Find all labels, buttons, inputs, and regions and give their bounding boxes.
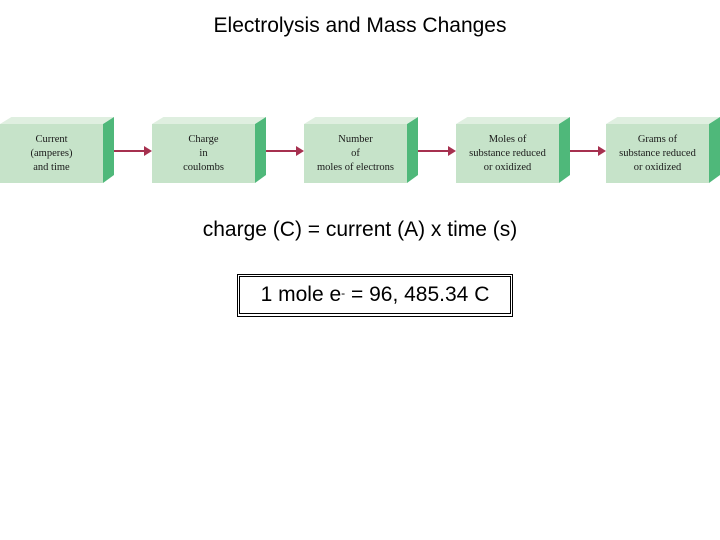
flow-box-current-time: [0, 117, 114, 183]
electron-charge-superscript: -: [341, 286, 346, 300]
flow-box-line: Number: [338, 133, 373, 145]
flow-box-line: or oxidized: [483, 161, 532, 173]
flow-arrow: [418, 150, 454, 152]
flow-arrow: [266, 150, 302, 152]
flow-box-line: substance reduced: [469, 147, 546, 159]
flow-box-line: or oxidized: [633, 161, 682, 173]
charge-formula: charge (C) = current (A) x time (s): [202, 218, 518, 241]
flow-box-moles-substance: [456, 117, 570, 183]
flow-box-line: in: [199, 147, 208, 159]
flow-box-line: Moles of: [488, 133, 527, 145]
conversion-text-before: 1 mole e: [260, 283, 342, 306]
flow-box-line: and time: [33, 161, 70, 173]
flow-box-line: coulombs: [183, 161, 224, 173]
flow-box-charge: [152, 117, 266, 183]
flow-box-line: Current: [35, 133, 68, 145]
flow-box-line: substance reduced: [619, 147, 696, 159]
flow-box-line: Grams of: [637, 133, 678, 145]
flow-box-line: Charge: [188, 133, 219, 145]
flow-arrow: [570, 150, 604, 152]
flow-box-line: moles of electrons: [317, 161, 394, 173]
conversion-text-after: = 96, 485.34 C: [345, 283, 490, 306]
slide-title: Electrolysis and Mass Changes: [213, 14, 507, 37]
flow-box-moles-electrons: [304, 117, 418, 183]
flow-arrow: [114, 150, 150, 152]
conversion-flowchart: [0, 117, 720, 185]
flow-box-line: of: [351, 147, 360, 159]
flow-box-line: (amperes): [30, 147, 73, 159]
flow-box-grams-substance: [606, 117, 720, 183]
mole-electron-conversion-box: [237, 274, 513, 317]
